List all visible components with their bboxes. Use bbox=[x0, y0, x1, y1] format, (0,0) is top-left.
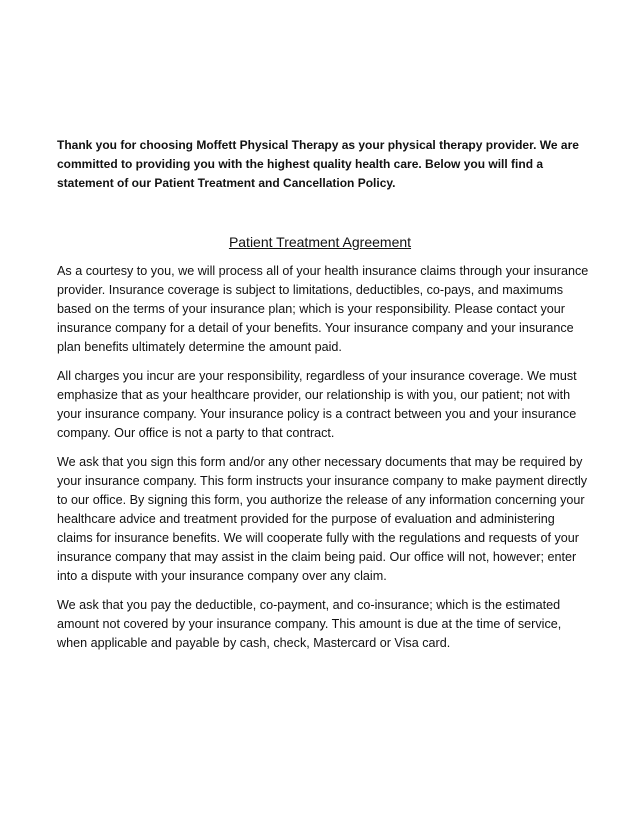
paragraph-payment-due: We ask that you pay the deductible, co-payment, and co-insurance; which is the estimated amount not covered by your insurance company. This amount is due at the time of service, when applicable and payable by cash, check, Mastercard or Visa card. bbox=[57, 598, 562, 650]
section-heading: Patient Treatment Agreement bbox=[228, 234, 412, 250]
paragraph-signing-form: We ask that you sign this form and/or any other necessary documents that may be required by your insurance company. This form instructs your insurance company to make payment directly to our office. By signing this form, you authorize the release of any information concerning your healthcare advice and treatment provided for the purpose of evaluation and administering claims for insurance benefits. We will cooperate fully with the regulations and requests of your insurance company that may assist in the claim being paid. Our office will not, however; enter into a dispute with your insurance company over any claim. bbox=[57, 455, 588, 583]
paragraph-insurance-claims: As a courtesy to you, we will process all of your health insurance claims through your insurance provider. Insurance coverage is subject to limitations, deductibles, co-pays, and maximums based on the terms of your insurance plan; which is your responsibility. Please contact your insurance company for a detail of your benefits. Your insurance company and your insurance plan benefits ultimately determine the amount paid. bbox=[57, 264, 589, 354]
intro-statement: Thank you for choosing Moffett Physical Therapy as your physical therapy provider. We are committed to providing you with the highest quality health care. Below you will find a statement of our Patient Treatment and Cancellation Policy. bbox=[57, 138, 579, 190]
agreement-body bbox=[57, 262, 589, 663]
paragraph-charges-responsibility: All charges you incur are your responsibility, regardless of your insurance coverage. We must emphasize that as your healthcare provider, our relationship is with you, our patient; not with your insurance company. Your insurance policy is a contract between you and your insurance company. Our office is not a party to that contract. bbox=[57, 369, 577, 440]
